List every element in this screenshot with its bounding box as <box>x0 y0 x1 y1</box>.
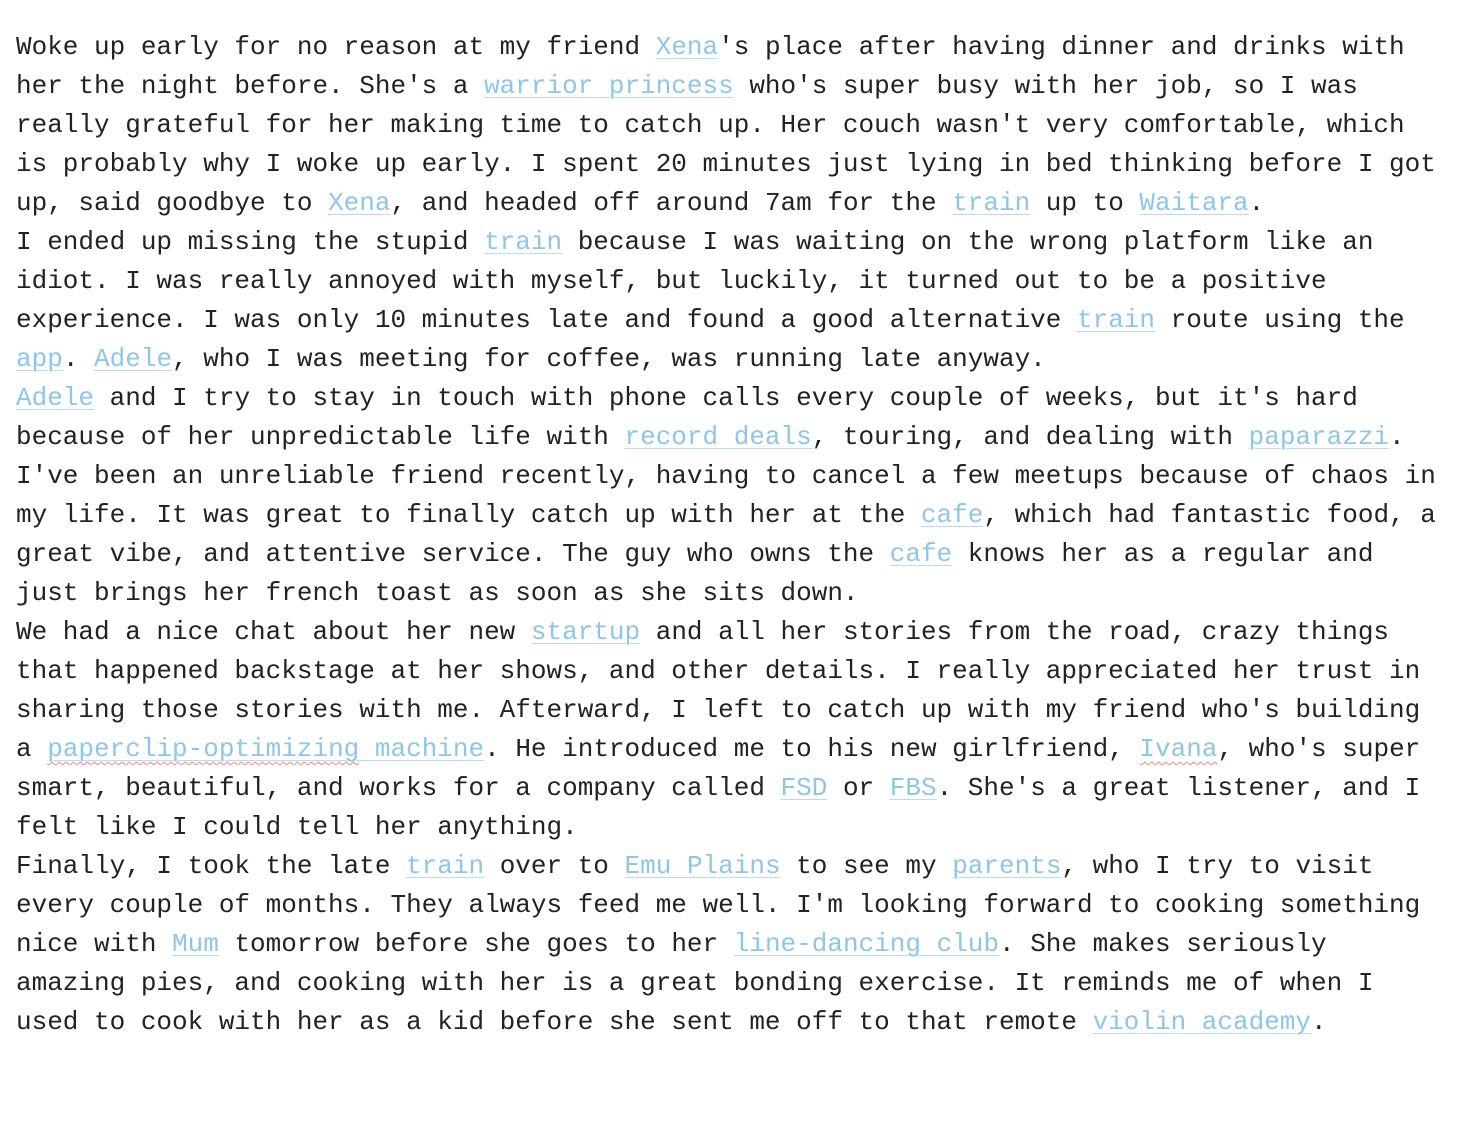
text-run: . <box>62 344 95 374</box>
text-run: Woke up early for no reason at my friend <box>16 32 656 62</box>
paragraph <box>16 223 1436 379</box>
text-run: I ended up missing the stupid <box>16 227 485 257</box>
spellcheck-flag: paperclip-optimizing <box>47 734 360 764</box>
text-run: and I try to stay in touch with phone calls every couple of weeks, but it's hard because of her unpredictable life with <box>16 383 1358 452</box>
text-run: . She's a great listener, and I felt like I could tell her anything. <box>16 773 1421 842</box>
text-run: up to <box>1030 188 1140 218</box>
text-run: to see my <box>780 851 953 881</box>
text-run: , who's super smart, beautiful, and works for a company called <box>16 734 1421 803</box>
text-run: or <box>827 773 890 803</box>
wiki-link-violin-academy[interactable]: violin academy <box>1092 1007 1312 1037</box>
paragraph <box>16 28 1436 223</box>
text-run: , and headed off around 7am for the <box>390 188 953 218</box>
wiki-link-fsd[interactable]: FSD <box>780 773 828 803</box>
text-run: , touring, and dealing with <box>811 422 1249 452</box>
text-run: , who I was meeting for coffee, was running late anyway. <box>172 344 1046 374</box>
wiki-link-mum[interactable]: Mum <box>172 929 219 959</box>
wiki-link-train[interactable]: train <box>406 851 485 881</box>
wiki-link-train[interactable]: train <box>952 188 1031 218</box>
text-run: knows her as a regular and just brings her french toast as soon as she sits down. <box>16 539 1374 608</box>
wiki-link-record-deals[interactable]: record deals <box>624 422 812 452</box>
wiki-link-line-dancing-club[interactable]: line-dancing club <box>733 929 999 959</box>
text-run: . She makes seriously amazing pies, and cooking with her is a great bonding exercise. It reminds me of when I used to cook with her as a kid before she sent me off to that remote <box>16 929 1374 1037</box>
wiki-link-xena[interactable]: Xena <box>655 32 719 62</box>
paragraph <box>16 613 1436 847</box>
paragraph <box>16 379 1436 613</box>
text-run: tomorrow before she goes to her <box>218 929 734 959</box>
wiki-link-startup[interactable]: startup <box>530 617 641 647</box>
wiki-link-parents[interactable]: parents <box>952 851 1062 881</box>
wiki-link-adele[interactable]: Adele <box>94 344 173 374</box>
wiki-link-waitara[interactable]: Waitara <box>1139 188 1249 218</box>
text-run: We had a nice chat about her new <box>16 617 531 647</box>
text-run: route using the <box>1155 305 1405 335</box>
text-run: 's place after having dinner and drinks with her the night before. She's a <box>16 32 1405 101</box>
text-run: who's super busy with her job, so I was really grateful for her making time to catch up. Her couch wasn't very comfortable, which is probably why I woke up early. I spent 20 minutes just lying in bed thinking before I got up, said goodbye to <box>16 71 1436 218</box>
wiki-link-paperclip-optimizing-machine[interactable]: paperclip-optimizing machine <box>47 734 485 764</box>
wiki-link-adele[interactable]: Adele <box>16 383 95 413</box>
wiki-link-xena[interactable]: Xena <box>328 188 391 218</box>
wiki-link-cafe[interactable]: cafe <box>889 539 953 569</box>
wiki-link-ivana[interactable]: Ivana <box>1139 734 1218 764</box>
wiki-link-app[interactable]: app <box>16 344 63 374</box>
paragraph <box>16 847 1436 1042</box>
text-run: and all her stories from the road, crazy things that happened backstage at her shows, and other details. I really appreciated her trust in sharing those stories with me. Afterward, I left to catch up with my friend who's building a <box>16 617 1421 764</box>
text-run: Finally, I took the late <box>16 851 407 881</box>
wiki-link-warrior-princess[interactable]: warrior princess <box>484 71 734 101</box>
wiki-link-train[interactable]: train <box>484 227 563 257</box>
text-run: , which had fantastic food, a great vibe, and attentive service. The guy who owns the <box>16 500 1436 569</box>
text-editor-document[interactable] <box>16 28 1436 1042</box>
text-run: over to <box>484 851 625 881</box>
wiki-link-fbs[interactable]: FBS <box>889 773 937 803</box>
text-run: , who I try to visit every couple of months. They always feed me well. I'm looking forward to cooking something nice with <box>16 851 1421 959</box>
wiki-link-train[interactable]: train <box>1076 305 1155 335</box>
text-run: . <box>1248 188 1265 218</box>
text-run: because I was waiting on the wrong platform like an idiot. I was really annoyed with myself, but luckily, it turned out to be a positive experience. I was only 10 minutes late and found a good alternative <box>16 227 1374 335</box>
text-run: . He introduced me to his new girlfriend, <box>484 734 1140 764</box>
text-run: . <box>1311 1007 1327 1037</box>
text-run: . I've been an unreliable friend recently, having to cancel a few meetups because of chaos in my life. It was great to finally catch up with her at the <box>16 422 1436 530</box>
wiki-link-emu-plains[interactable]: Emu Plains <box>624 851 781 881</box>
wiki-link-cafe[interactable]: cafe <box>920 500 984 530</box>
wiki-link-paparazzi[interactable]: paparazzi <box>1248 422 1390 452</box>
